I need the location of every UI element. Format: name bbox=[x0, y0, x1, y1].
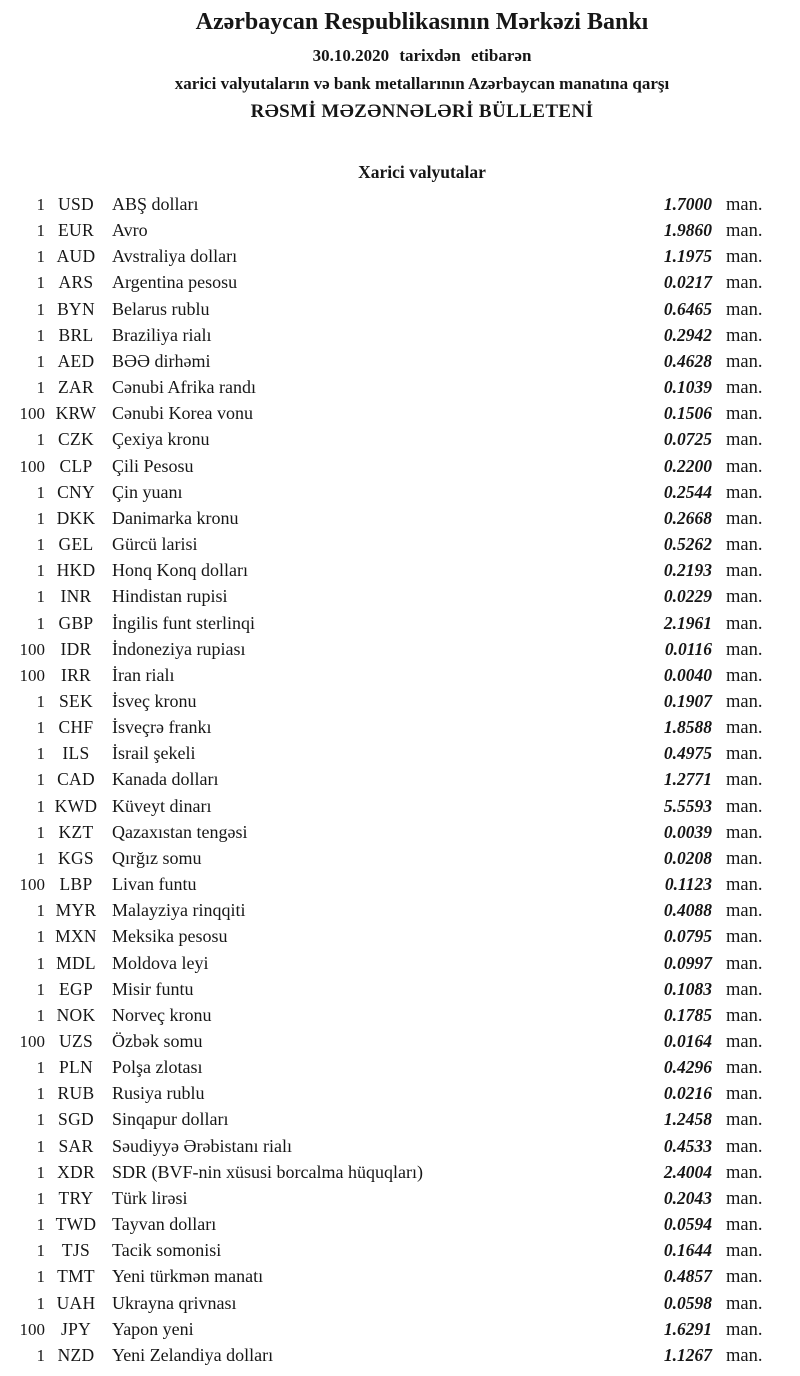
bank-name-title: Azərbaycan Respublikasının Mərkəzi Bankı bbox=[195, 9, 649, 35]
currency-unit: man. bbox=[726, 508, 763, 529]
currency-quantity: 100 bbox=[19, 639, 45, 659]
currency-rate: 0.1506 bbox=[663, 403, 712, 424]
currency-rate: 1.8588 bbox=[663, 717, 712, 738]
currency-code: MDL bbox=[56, 952, 96, 973]
table-row bbox=[0, 508, 800, 534]
currency-rate: 0.0164 bbox=[663, 1031, 712, 1051]
currency-unit: man. bbox=[726, 535, 763, 556]
table-row bbox=[0, 299, 800, 325]
currency-unit: man. bbox=[726, 221, 763, 242]
table-row bbox=[0, 1083, 800, 1109]
currency-code: SAR bbox=[58, 1135, 94, 1156]
currency-code: CNY bbox=[57, 481, 95, 502]
table-row bbox=[0, 691, 800, 717]
currency-unit: man. bbox=[726, 979, 763, 1000]
currency-rate: 0.4857 bbox=[663, 1266, 712, 1287]
currency-name: Honq Konq dolları bbox=[112, 560, 248, 581]
currency-name: Qırğız somu bbox=[112, 847, 202, 868]
currency-unit: man. bbox=[726, 1136, 763, 1157]
currency-code: JPY bbox=[60, 1318, 92, 1339]
currency-name: SDR (BVF-nin xüsusi borcalma hüquqları) bbox=[112, 1161, 423, 1182]
document-header bbox=[0, 7, 800, 124]
currency-quantity: 1 bbox=[36, 1162, 45, 1182]
currency-quantity: 1 bbox=[36, 508, 45, 528]
currency-name: Livan funtu bbox=[112, 874, 197, 895]
currency-code: TWD bbox=[55, 1214, 97, 1235]
table-row bbox=[0, 796, 800, 822]
currency-quantity: 1 bbox=[36, 430, 45, 450]
currency-code: LBP bbox=[59, 874, 93, 895]
table-row bbox=[0, 848, 800, 874]
currency-code: USD bbox=[58, 194, 94, 214]
table-row bbox=[0, 1293, 800, 1319]
currency-name: Küveyt dinarı bbox=[112, 795, 212, 816]
currency-quantity: 1 bbox=[36, 247, 45, 267]
currency-unit: man. bbox=[726, 561, 763, 582]
currency-unit: man. bbox=[726, 482, 763, 503]
currency-unit: man. bbox=[726, 665, 763, 686]
currency-name: Hindistan rupisi bbox=[112, 586, 228, 607]
currency-code: ZAR bbox=[58, 377, 94, 398]
currency-name: Özbək somu bbox=[112, 1031, 203, 1051]
currency-code: KWD bbox=[54, 795, 98, 816]
currency-name: Avstraliya dolları bbox=[112, 246, 238, 267]
currency-quantity: 1 bbox=[36, 1267, 45, 1287]
currency-unit: man. bbox=[726, 901, 763, 922]
currency-name: Cənubi Korea vonu bbox=[112, 403, 253, 424]
currency-rate: 0.1644 bbox=[663, 1240, 712, 1261]
currency-code: TJS bbox=[61, 1240, 91, 1261]
currency-code: BYN bbox=[57, 298, 95, 319]
currency-quantity: 1 bbox=[36, 1110, 45, 1130]
table-row bbox=[0, 900, 800, 926]
currency-rate: 0.0116 bbox=[664, 638, 712, 659]
currency-name: Qazaxıstan tengəsi bbox=[112, 821, 248, 842]
table-row bbox=[0, 953, 800, 979]
currency-quantity: 1 bbox=[36, 822, 45, 842]
currency-unit: man. bbox=[726, 299, 763, 320]
currency-quantity: 1 bbox=[36, 378, 45, 398]
currency-code: DKK bbox=[56, 507, 96, 528]
currency-name: Braziliya rialı bbox=[112, 324, 212, 345]
table-row bbox=[0, 586, 800, 612]
currency-code: INR bbox=[60, 586, 92, 607]
currency-name: Kanada dolları bbox=[112, 769, 219, 790]
currency-code: EGP bbox=[59, 978, 93, 999]
currency-quantity: 1 bbox=[36, 561, 45, 581]
currency-quantity: 1 bbox=[36, 613, 45, 633]
table-row bbox=[0, 769, 800, 795]
currency-unit: man. bbox=[726, 325, 763, 346]
currency-quantity: 100 bbox=[19, 665, 45, 685]
currency-code: AUD bbox=[56, 246, 96, 267]
currency-unit: man. bbox=[726, 1267, 763, 1288]
table-row bbox=[0, 1266, 800, 1292]
currency-rate: 0.4533 bbox=[663, 1135, 712, 1156]
currency-name: İngilis funt sterlinqi bbox=[112, 612, 255, 633]
currency-quantity: 1 bbox=[36, 1136, 45, 1156]
table-row bbox=[0, 482, 800, 508]
currency-rate: 0.5262 bbox=[663, 534, 712, 555]
table-row bbox=[0, 1005, 800, 1031]
table-row bbox=[0, 1136, 800, 1162]
table-row bbox=[0, 665, 800, 691]
currency-quantity: 1 bbox=[36, 1293, 45, 1313]
currency-unit: man. bbox=[726, 1162, 763, 1183]
currency-quantity: 1 bbox=[36, 1084, 45, 1104]
currency-rate: 0.2043 bbox=[663, 1187, 712, 1208]
currency-unit: man. bbox=[726, 1345, 763, 1366]
currency-name: Tacik somonisi bbox=[112, 1240, 222, 1261]
currency-name: Gürcü larisi bbox=[112, 534, 198, 555]
currency-name: Sinqapur dolları bbox=[112, 1109, 229, 1130]
currency-rate: 0.1123 bbox=[664, 874, 712, 895]
currency-quantity: 1 bbox=[36, 953, 45, 973]
currency-unit: man. bbox=[726, 822, 763, 843]
currency-name: Misir funtu bbox=[112, 978, 194, 999]
currency-code: ILS bbox=[62, 743, 90, 764]
currency-quantity: 1 bbox=[36, 351, 45, 371]
table-row bbox=[0, 1162, 800, 1188]
table-row bbox=[0, 429, 800, 455]
currency-rate: 0.1785 bbox=[663, 1004, 712, 1025]
currency-rate: 0.0039 bbox=[663, 821, 712, 842]
currency-name: Avro bbox=[112, 220, 148, 241]
currency-code: ARS bbox=[58, 272, 94, 293]
currency-rate: 1.7000 bbox=[663, 194, 712, 214]
currency-code: HKD bbox=[56, 560, 96, 581]
currency-rate: 0.2200 bbox=[663, 455, 712, 476]
currency-rate: 2.1961 bbox=[663, 612, 712, 633]
currency-unit: man. bbox=[726, 1188, 763, 1209]
table-row bbox=[0, 874, 800, 900]
currency-name: Səudiyyə Ərəbistanı rialı bbox=[112, 1135, 292, 1156]
currency-quantity: 1 bbox=[36, 1188, 45, 1208]
table-row bbox=[0, 1345, 800, 1371]
table-row bbox=[0, 220, 800, 246]
table-row bbox=[0, 979, 800, 1005]
effective-date-line: 30.10.2020 tarixdən etibarən bbox=[312, 46, 532, 65]
currency-quantity: 1 bbox=[36, 535, 45, 555]
currency-rate: 0.4975 bbox=[663, 743, 712, 764]
table-row bbox=[0, 351, 800, 377]
currency-unit: man. bbox=[726, 744, 763, 765]
currency-name: Norveç kronu bbox=[112, 1004, 212, 1025]
currency-rate: 0.6465 bbox=[663, 298, 712, 319]
currency-rate: 5.5593 bbox=[663, 795, 712, 816]
table-row bbox=[0, 1057, 800, 1083]
currency-unit: man. bbox=[726, 430, 763, 451]
currency-unit: man. bbox=[726, 770, 763, 791]
currency-name: Türk lirəsi bbox=[112, 1187, 188, 1208]
rates-table bbox=[0, 194, 800, 1371]
currency-code: IDR bbox=[60, 638, 92, 659]
currency-name: Ukrayna qrivnası bbox=[112, 1292, 237, 1313]
table-row bbox=[0, 534, 800, 560]
currency-rate: 0.1039 bbox=[663, 377, 712, 398]
currency-name: Rusiya rublu bbox=[112, 1083, 205, 1104]
subject-line: xarici valyutaların və bank metallarının Azərbaycan manatına qarşı bbox=[174, 74, 670, 93]
currency-code: CAD bbox=[57, 769, 95, 790]
currency-quantity: 1 bbox=[36, 325, 45, 345]
currency-quantity: 1 bbox=[36, 1241, 45, 1261]
table-row bbox=[0, 717, 800, 743]
currency-code: CLP bbox=[59, 455, 93, 476]
currency-name: Çin yuanı bbox=[112, 481, 183, 502]
table-row bbox=[0, 613, 800, 639]
currency-code: TMT bbox=[57, 1266, 95, 1287]
currency-name: Argentina pesosu bbox=[112, 272, 238, 293]
currency-rate: 0.0208 bbox=[663, 847, 712, 868]
table-row bbox=[0, 377, 800, 403]
currency-code: KGS bbox=[58, 847, 94, 868]
currency-code: IRR bbox=[60, 664, 92, 685]
currency-quantity: 1 bbox=[36, 1005, 45, 1025]
currency-name: Çexiya kronu bbox=[112, 429, 210, 450]
currency-code: NZD bbox=[57, 1344, 95, 1365]
table-row bbox=[0, 743, 800, 769]
currency-code: GBP bbox=[58, 612, 94, 633]
currency-unit: man. bbox=[726, 587, 763, 608]
currency-name: Tayvan dolları bbox=[112, 1214, 217, 1235]
currency-code: BRL bbox=[58, 324, 94, 345]
currency-name: İran rialı bbox=[112, 664, 175, 685]
table-row bbox=[0, 194, 800, 220]
currency-code: KRW bbox=[55, 403, 97, 424]
currency-name: İsveçrə frankı bbox=[112, 717, 212, 738]
currency-code: MXN bbox=[55, 926, 97, 947]
currency-unit: man. bbox=[726, 1241, 763, 1262]
currency-quantity: 100 bbox=[19, 404, 45, 424]
table-row bbox=[0, 1031, 800, 1057]
currency-name: BƏƏ dirhəmi bbox=[112, 350, 211, 371]
currency-name: Meksika pesosu bbox=[112, 926, 228, 947]
currency-rate: 1.1975 bbox=[663, 246, 712, 267]
currency-unit: man. bbox=[726, 273, 763, 294]
currency-unit: man. bbox=[726, 1058, 763, 1079]
currency-quantity: 1 bbox=[36, 587, 45, 607]
currency-unit: man. bbox=[726, 953, 763, 974]
currency-code: EUR bbox=[58, 220, 94, 241]
currency-unit: man. bbox=[726, 796, 763, 817]
currency-rate: 0.0598 bbox=[663, 1292, 712, 1313]
currency-rate: 0.1907 bbox=[663, 690, 712, 711]
table-row bbox=[0, 639, 800, 665]
currency-quantity: 1 bbox=[36, 1215, 45, 1235]
currency-rate: 0.0997 bbox=[663, 952, 712, 973]
currency-unit: man. bbox=[726, 195, 763, 215]
currency-quantity: 100 bbox=[19, 1032, 45, 1051]
currency-code: GEL bbox=[58, 534, 94, 555]
currency-code: TRY bbox=[58, 1187, 94, 1208]
currency-unit: man. bbox=[726, 639, 763, 660]
currency-unit: man. bbox=[726, 378, 763, 399]
currency-unit: man. bbox=[726, 1110, 763, 1131]
table-row bbox=[0, 403, 800, 429]
currency-quantity: 100 bbox=[19, 456, 45, 476]
currency-unit: man. bbox=[726, 1032, 763, 1052]
currency-unit: man. bbox=[726, 351, 763, 372]
currency-unit: man. bbox=[726, 404, 763, 425]
currency-code: SGD bbox=[58, 1109, 94, 1130]
currency-rate: 1.2771 bbox=[663, 769, 712, 790]
currency-rate: 0.2193 bbox=[663, 560, 712, 581]
currency-unit: man. bbox=[726, 848, 763, 869]
currency-unit: man. bbox=[726, 1293, 763, 1314]
currency-rate: 2.4004 bbox=[663, 1161, 712, 1182]
currency-rate: 1.9860 bbox=[663, 220, 712, 241]
currency-rate: 0.0229 bbox=[663, 586, 712, 607]
currency-code: CHF bbox=[58, 717, 94, 738]
currency-code: KZT bbox=[58, 821, 94, 842]
currency-code: NOK bbox=[56, 1004, 96, 1025]
currency-name: İsveç kronu bbox=[112, 690, 197, 711]
table-row bbox=[0, 560, 800, 586]
currency-unit: man. bbox=[726, 1084, 763, 1105]
currency-quantity: 1 bbox=[36, 221, 45, 241]
currency-quantity: 1 bbox=[36, 1058, 45, 1078]
currency-rate: 0.0040 bbox=[663, 664, 712, 685]
table-row bbox=[0, 325, 800, 351]
currency-quantity: 1 bbox=[36, 796, 45, 816]
currency-quantity: 1 bbox=[36, 273, 45, 293]
currency-rate: 1.2458 bbox=[663, 1109, 712, 1130]
currency-code: UAH bbox=[56, 1292, 96, 1313]
currency-name: Çili Pesosu bbox=[112, 455, 194, 476]
currency-quantity: 1 bbox=[36, 848, 45, 868]
table-row bbox=[0, 1319, 800, 1345]
currency-name: Malayziya rinqqiti bbox=[112, 900, 246, 921]
currency-name: İndoneziya rupiası bbox=[112, 638, 246, 659]
currency-rate: 0.2942 bbox=[663, 324, 712, 345]
currency-quantity: 1 bbox=[36, 299, 45, 319]
currency-quantity: 1 bbox=[36, 195, 45, 214]
currency-unit: man. bbox=[726, 718, 763, 739]
currency-rate: 0.0594 bbox=[663, 1214, 712, 1235]
currency-unit: man. bbox=[726, 247, 763, 268]
bulletin-title: RƏSMİ MƏZƏNNƏLƏRİ BÜLLETENİ bbox=[250, 101, 594, 122]
currency-quantity: 1 bbox=[36, 927, 45, 947]
currency-unit: man. bbox=[726, 613, 763, 634]
currency-name: Danimarka kronu bbox=[112, 507, 239, 528]
currency-quantity: 100 bbox=[19, 1319, 45, 1339]
currency-rate: 0.0217 bbox=[663, 272, 712, 293]
table-row bbox=[0, 246, 800, 272]
currency-name: Polşa zlotası bbox=[112, 1057, 203, 1078]
currency-name: Belarus rublu bbox=[112, 298, 210, 319]
currency-rate: 0.2668 bbox=[663, 507, 712, 528]
currency-code: CZK bbox=[58, 429, 94, 450]
currency-name: İsrail şekeli bbox=[112, 743, 196, 764]
currency-quantity: 100 bbox=[19, 875, 45, 895]
currency-quantity: 1 bbox=[36, 901, 45, 921]
currency-rate: 0.1083 bbox=[663, 978, 712, 999]
currency-rate: 0.0725 bbox=[663, 429, 712, 450]
table-row bbox=[0, 1109, 800, 1135]
currency-quantity: 1 bbox=[36, 691, 45, 711]
section-title-foreign-currencies: Xarici valyutalar bbox=[358, 162, 486, 182]
currency-name: Yeni türkmən manatı bbox=[112, 1266, 264, 1287]
currency-quantity: 1 bbox=[36, 1345, 45, 1365]
currency-unit: man. bbox=[726, 1005, 763, 1026]
currency-name: Cənubi Afrika randı bbox=[112, 377, 256, 398]
currency-rate: 0.0216 bbox=[663, 1083, 712, 1104]
currency-code: SEK bbox=[59, 690, 93, 711]
currency-unit: man. bbox=[726, 927, 763, 948]
currency-name: ABŞ dolları bbox=[112, 194, 199, 214]
currency-code: UZS bbox=[59, 1031, 93, 1051]
table-row bbox=[0, 822, 800, 848]
currency-code: RUB bbox=[57, 1083, 95, 1104]
currency-quantity: 1 bbox=[36, 979, 45, 999]
currency-code: MYR bbox=[55, 900, 97, 921]
currency-unit: man. bbox=[726, 1319, 763, 1340]
table-row bbox=[0, 1240, 800, 1266]
currency-code: XDR bbox=[57, 1161, 95, 1182]
currency-rate: 1.1267 bbox=[663, 1344, 712, 1365]
currency-unit: man. bbox=[726, 456, 763, 477]
table-row bbox=[0, 456, 800, 482]
currency-code: AED bbox=[57, 350, 95, 371]
currency-unit: man. bbox=[726, 875, 763, 896]
table-row bbox=[0, 272, 800, 298]
currency-rate: 0.4628 bbox=[663, 350, 712, 371]
currency-unit: man. bbox=[726, 691, 763, 712]
table-row bbox=[0, 1188, 800, 1214]
currency-quantity: 1 bbox=[36, 482, 45, 502]
currency-quantity: 1 bbox=[36, 744, 45, 764]
currency-rate: 0.4296 bbox=[663, 1057, 712, 1078]
currency-rate: 0.4088 bbox=[663, 900, 712, 921]
currency-rate: 0.0795 bbox=[663, 926, 712, 947]
currency-name: Yapon yeni bbox=[112, 1318, 194, 1339]
currency-code: PLN bbox=[59, 1057, 93, 1078]
currency-rate: 1.6291 bbox=[663, 1318, 712, 1339]
currency-quantity: 1 bbox=[36, 718, 45, 738]
currency-unit: man. bbox=[726, 1215, 763, 1236]
currency-name: Yeni Zelandiya dolları bbox=[112, 1344, 274, 1365]
currency-rate: 0.2544 bbox=[663, 481, 712, 502]
table-row bbox=[0, 1214, 800, 1240]
table-row bbox=[0, 926, 800, 952]
currency-name: Moldova leyi bbox=[112, 952, 209, 973]
currency-quantity: 1 bbox=[36, 770, 45, 790]
